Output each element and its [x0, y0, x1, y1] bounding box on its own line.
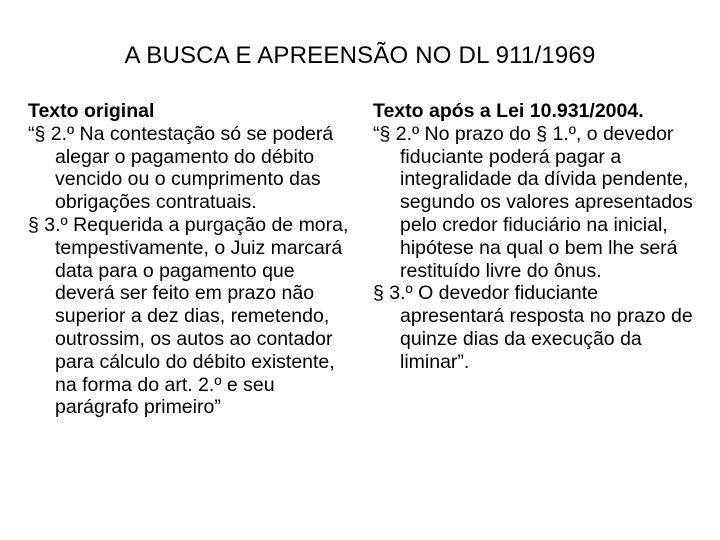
- amended-text-column: [373, 100, 703, 374]
- original-paragraph-3: § 3.º Requerida a purgação de mora, tempestivamente, o Juiz marcará data para o pagamento que deverá ser feito em prazo não superior a dez dias, remetendo, outrossim, os autos ao contador para cálculo do débito existente, na forma do art. 2.º e seu parágrafo primeiro”: [28, 213, 349, 419]
- slide-title: A BUSCA E APREENSÃO NO DL 911/1969: [124, 42, 596, 69]
- original-text-heading: Texto original: [28, 100, 155, 122]
- amended-paragraph-3: § 3.º O devedor fiduciante apresentará resposta no prazo de quinze dias da execução da liminar”.: [373, 282, 693, 373]
- amended-text-heading: Texto após a Lei 10.931/2004.: [373, 100, 644, 122]
- original-paragraph-2: “§ 2.º Na contestação só se poderá alegar o pagamento do débito vencido ou o cumprimento das obrigações contratuais.: [28, 122, 334, 214]
- original-text-column: [28, 100, 358, 419]
- amended-paragraph-2: “§ 2.º No prazo do § 1.º, o devedor fiduciante poderá pagar a integralidade da dívida pendente, segundo os valores apresentados pelo credor fiduciário na inicial, hipótese na qual o bem lhe será restituído livre do ônus.: [373, 122, 693, 282]
